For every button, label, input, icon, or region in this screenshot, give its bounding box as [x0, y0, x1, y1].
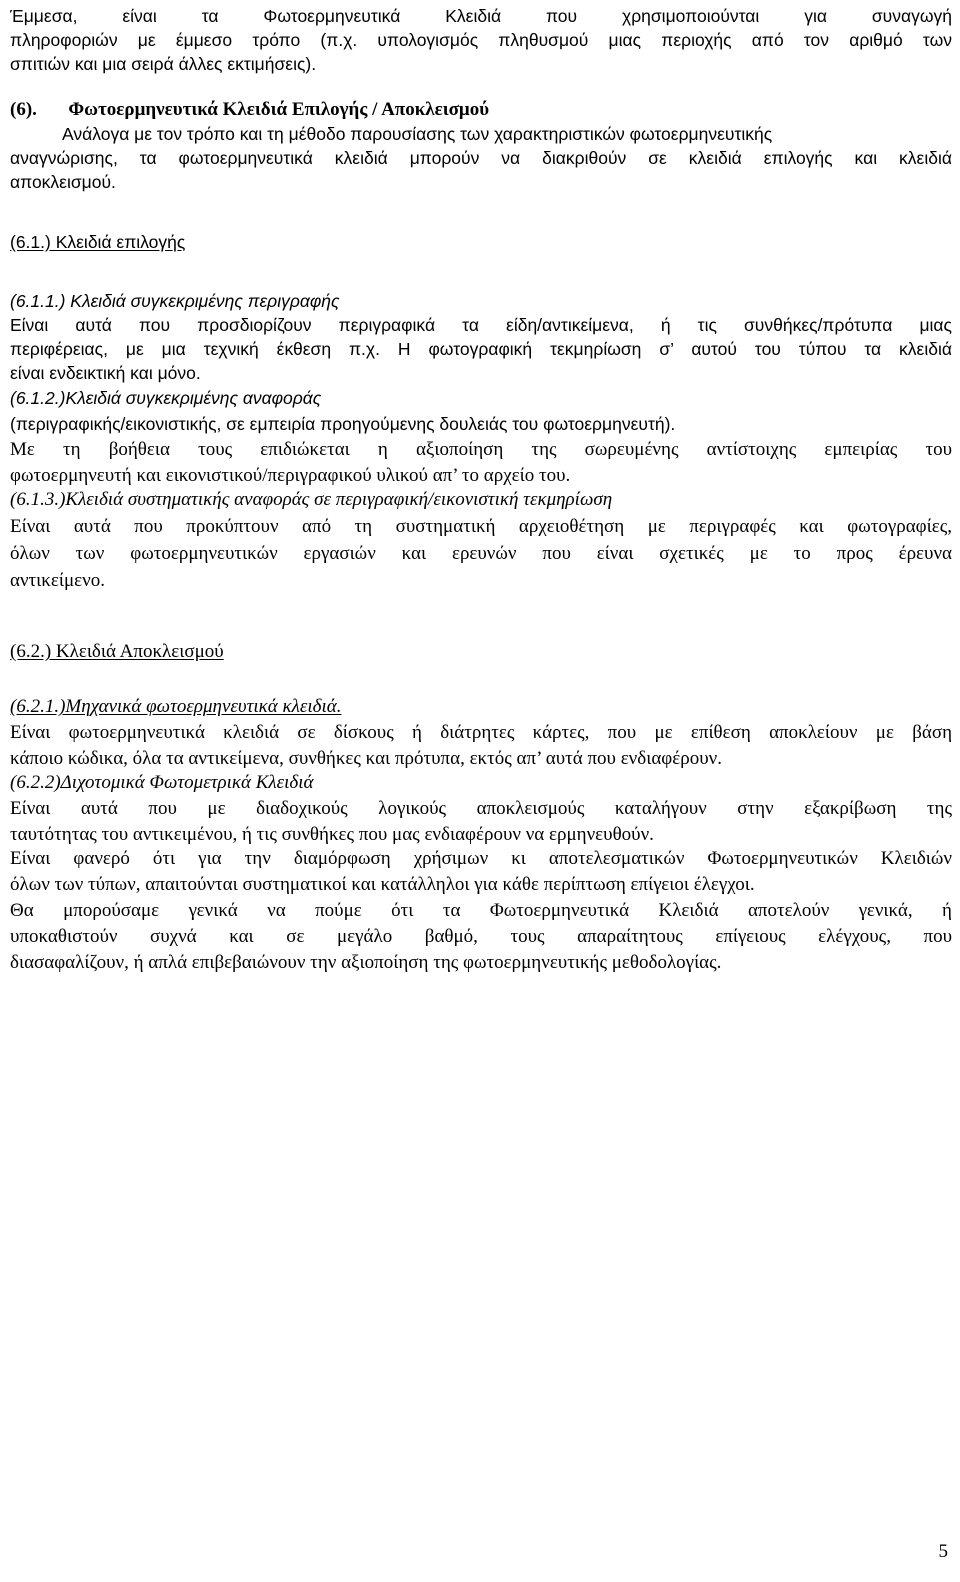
section-6-1-3-line-3: αντικείμενο. [10, 570, 105, 591]
closing-p2-line-1: Θα μπορούσαμε γενικά να πούμε ότι τα Φωτοερμηνευτικά Κλειδιά αποτελούν γενικά, ή [10, 900, 952, 921]
section-6-1-3-line-2: όλων των φωτοερμηνευτικών εργασιών και ερευνών που είναι σχετικές με το προς έρευνα [10, 543, 952, 564]
section-6-2-2-line-2: ταυτότητας του αντικειμένου, ή τις συνθήκες που μας ενδιαφέρουν να ερμηνευθούν. [10, 824, 654, 845]
section-6-1-1-line-3: είναι ενδεικτική και μόνο. [10, 363, 201, 383]
section-6-line-1: Ανάλογα με τον τρόπο και τη μέθοδο παρουσίασης των χαρακτηριστικών φωτοερμηνευτικής [62, 124, 773, 144]
section-6-heading-row [10, 98, 952, 122]
intro-line-3: σπιτιών και μια σειρά άλλες εκτιμήσεις). [10, 54, 317, 74]
section-6-1-3-heading: (6.1.3.)Κλειδιά συστηματικής αναφοράς σε περιγραφική/εικονιστική τεκμηρίωση [10, 489, 613, 510]
intro-paragraph [10, 4, 952, 76]
section-6-2-1-line-1: Είναι φωτοερμηνευτικά κλειδιά σε δίσκους ή διάτρητες κάρτες, που με επίθεση αποκλείουν με βάση [10, 722, 952, 743]
closing-p2-line-3: διασαφαλίζουν, ή απλά επιβεβαιώνουν την αξιοποίηση της φωτοερμηνευτικής μεθοδολογίας. [10, 952, 722, 973]
section-6-1-heading: (6.1.) Κλειδιά επιλογής [10, 232, 186, 252]
section-6-line-2: αναγνώρισης, τα φωτοερμηνευτικά κλειδιά μπορούν να διακριθούν σε κλειδιά επιλογής και κλειδιά [10, 148, 952, 168]
section-6-2-1 [10, 695, 952, 771]
section-6-2-2 [10, 771, 952, 847]
closing-p1-line-2: όλων των τύπων, απαιτούνται συστηματικοί και κατάλληλοι για κάθε περίπτωση επίγειοι έλεγχοι. [10, 874, 755, 895]
section-6-1-2-line-1: (περιγραφικής/εικονιστικής, σε εμπειρία προηγούμενης δουλειάς του φωτοερμηνευτή). [10, 414, 676, 434]
intro-line-2: πληροφοριών με έμμεσο τρόπο (π.χ. υπολογισμός πληθυσμού μιας περιοχής από τον αριθμό των [10, 30, 952, 50]
section-6-1-3 [10, 488, 952, 593]
section-6-1-1-line-1: Είναι αυτά που προσδιορίζουν περιγραφικά τα είδη/αντικείμενα, ή τις συνθήκες/πρότυπα μιας [10, 315, 952, 335]
section-6-1-2-line-3: φωτοερμηνευτή και εικονιστικού/περιγραφικού υλικού απ’ το αρχείο του. [10, 465, 571, 486]
section-6-number: (6). [10, 99, 37, 120]
page-number: 5 [938, 1541, 948, 1562]
section-6-1-1 [10, 289, 952, 385]
closing-p2-line-2: υποκαθιστούν συχνά και σε μεγάλο βαθμό, τους απαραίτητους επίγειους ελέγχους, που [10, 926, 952, 947]
closing-p1-line-1: Είναι φανερό ότι για την διαμόρφωση χρήσιμων κι αποτελεσματικών Φωτοερμηνευτικών Κλειδιών [10, 848, 952, 869]
section-6-2-2-heading: (6.2.2)Διχοτομικά Φωτομετρικά Κλειδιά [10, 772, 314, 793]
intro-line-1: Έμμεσα, είναι τα Φωτοερμηνευτικά Κλειδιά που χρησιμοποιούνται για συναγωγή [10, 6, 952, 26]
section-6-1-1-heading: (6.1.1.) Κλειδιά συγκεκριμένης περιγραφής [10, 291, 340, 311]
section-6-1-2-heading: (6.1.2.)Κλειδιά συγκεκριμένης αναφοράς [10, 388, 322, 408]
section-6-2-1-line-2: κάποιο κώδικα, όλα τα αντικείμενα, συνθήκες και πρότυπα, εκτός απ’ αυτά που ενδιαφέρουν. [10, 748, 722, 769]
section-6-heading: Φωτοερμηνευτικά Κλειδιά Επιλογής / Αποκλεισμού [68, 99, 490, 120]
section-6-1-1-line-2: περιφέρειας, με μια τεχνική έκθεση π.χ. Η φωτογραφική τεκμηρίωση σ’ αυτού του τύπου τα κλειδιά [10, 339, 952, 359]
section-6-2-heading: (6.2.) Κλειδιά Αποκλεισμού [10, 641, 224, 662]
closing [10, 847, 952, 975]
section-6-1-2-body [10, 438, 952, 488]
section-6-1-3-line-1: Είναι αυτά που προκύπτουν από τη συστηματική αρχειοθέτηση με περιγραφές και φωτογραφίες, [10, 516, 952, 537]
section-6-1-2-line-2: Με τη βοήθεια τους επιδιώκεται η αξιοποίηση της σωρευμένης αντίστοιχης εμπειρίας του [10, 439, 952, 460]
section-6-body [10, 122, 952, 194]
section-6 [10, 98, 952, 122]
section-6-line-3: αποκλεισμού. [10, 172, 116, 192]
section-6-1-2 [10, 386, 952, 436]
section-6-2-2-line-1: Είναι αυτά που με διαδοχικούς λογικούς αποκλεισμούς καταλήγουν στην εξακρίβωση της [10, 798, 952, 819]
section-6-2-1-heading: (6.2.1.)Μηχανικά φωτοερμηνευτικά κλειδιά. [10, 696, 342, 717]
